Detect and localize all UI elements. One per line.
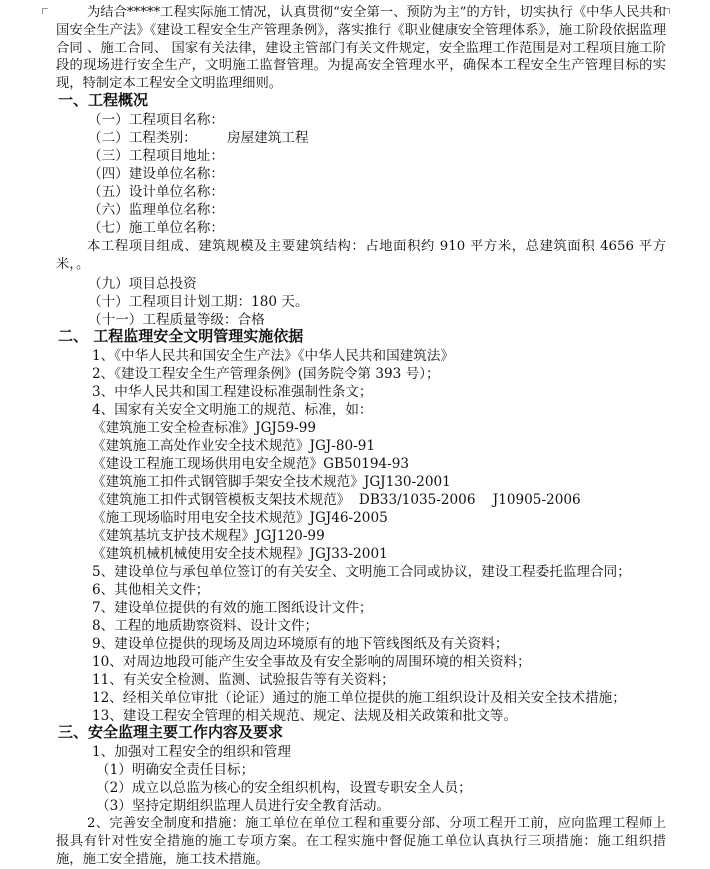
basis-item: 3、中华人民共和国工程建设标准强制性条文； [92, 384, 373, 400]
section-heading-3: 三、安全监理主要工作内容及要求 [58, 723, 284, 741]
safety-measures-paragraph: 2、完善安全制度和措施：施工单位在单位工程和重要分部、分项工程开工前，应向监理工程师上报具有针对性安全措施的施工专项方案。在工程实施中督促施工单位认真执行三项措施：施工组织措施，施工安全措施，施工技术措施。 [56, 816, 666, 867]
structure-paragraph: 本工程项目组成、建筑规模及主要建筑结构：占地面积约 910 平方米，总建筑面积 4656 平方米，。 [56, 239, 666, 272]
basis-item: 1、《中华人民共和国安全生产法》《中华人民共和国建筑法》 [92, 348, 455, 364]
standard-item: 《建筑施工安全检查标准》JGJ59-99 [92, 420, 317, 436]
work-item: 1、加强对工程安全的组织和管理 [92, 744, 291, 760]
basis-item: 11、有关安全检测、监测、试验报告等有关资料； [92, 672, 395, 688]
corner-mark-top-left [42, 8, 48, 14]
basis-item: 2、《建设工程安全生产管理条例》(国务院令第 393 号）； [92, 366, 440, 382]
overview-item: （九）项目总投资 [88, 276, 197, 292]
basis-item: 6、其他相关文件； [92, 582, 210, 598]
section-heading-1: 一、工程概况 [58, 91, 149, 109]
overview-item: （七）施工单位名称： [88, 220, 224, 236]
basis-item: 4、国家有关安全文明施工的规范、标准，如： [92, 402, 373, 418]
overview-item: （十）工程项目计划工期：180 天。 [88, 294, 309, 310]
intro-paragraph: 为结合*****工程实际施工情况，认真贯彻“安全第一、预防为主”的方针，切实执行《中华人民共和国安全生产法》《建设工程安全生产管理条例》，落实推行《职业健康安全管理体系》，施工阶段依据监理合同 、施工合同、 国家有关法律，建设主管部门有关文件规定，安全监理工作范围是对工程项目施工阶段的现场进行安全生产，文明施工监督管理。为提高安全管理水平，确保本工程安全生产管理目标的实现，特制定本工程安全文明监理细则。 [56, 5, 666, 92]
overview-item: （五）设计单位名称： [88, 184, 224, 200]
basis-item: 12、经相关单位审批（论证）通过的施工单位提供的施工组织设计及相关安全技术措施； [92, 690, 626, 706]
standard-item: 《建筑机械机械使用安全技术规程》JGJ33-2001 [92, 546, 388, 562]
basis-item: 10、对周边地段可能产生安全事故及有安全影响的周围环境的相关资料； [92, 654, 531, 670]
overview-item: （三）工程项目地址： [88, 148, 224, 164]
basis-item: 13、建设工程安全管理的相关规范、规定、法规及相关政策和批文等。 [92, 708, 518, 724]
work-subitem: （2）成立以总监为核心的安全组织机构，设置专职安全人员； [96, 780, 472, 796]
standard-item: 《建筑施工扣件式钢管脚手架安全技术规范》JGJ130-2001 [92, 474, 451, 490]
overview-item: （二）工程类别： 房屋建筑工程 [88, 130, 309, 146]
basis-item: 8、工程的地质勘察资料、设计文件； [92, 618, 319, 634]
basis-item: 5、建设单位与承包单位签订的有关安全、文明施工合同或协议，建设工程委托监理合同； [92, 564, 631, 580]
overview-item: （四）建设单位名称： [88, 166, 224, 182]
standard-item: 《建筑施工高处作业安全技术规范》JGJ-80-91 [92, 438, 376, 454]
standard-item: 《建筑施工扣件式钢管模板支架技术规范》 DB33/1035-2006 J10905-2006 [92, 492, 581, 508]
standard-item: 《施工现场临时用电安全技术规范》JGJ46-2005 [92, 510, 388, 526]
overview-item: （六）监理单位名称： [88, 202, 224, 218]
work-subitem: （1）明确安全责任目标； [96, 762, 255, 778]
basis-item: 7、建设单位提供的有效的施工图纸设计文件； [92, 600, 373, 616]
work-subitem: （3）坚持定期组织监理人员进行安全教育活动。 [96, 798, 391, 814]
overview-item: （十一）工程质量等级：合格 [88, 312, 265, 328]
basis-item: 9、建设单位提供的现场及周边环境原有的地下管线图纸及有关资料； [92, 636, 509, 652]
standard-item: 《建设工程施工现场供用电安全规范》GB50194-93 [92, 456, 410, 472]
overview-item: （一）工程项目名称： [88, 112, 224, 128]
standard-item: 《建筑基坑支护技术规程》JGJ120-99 [92, 528, 325, 544]
section-heading-2: 二、 工程监理安全文明管理实施依据 [58, 327, 304, 345]
